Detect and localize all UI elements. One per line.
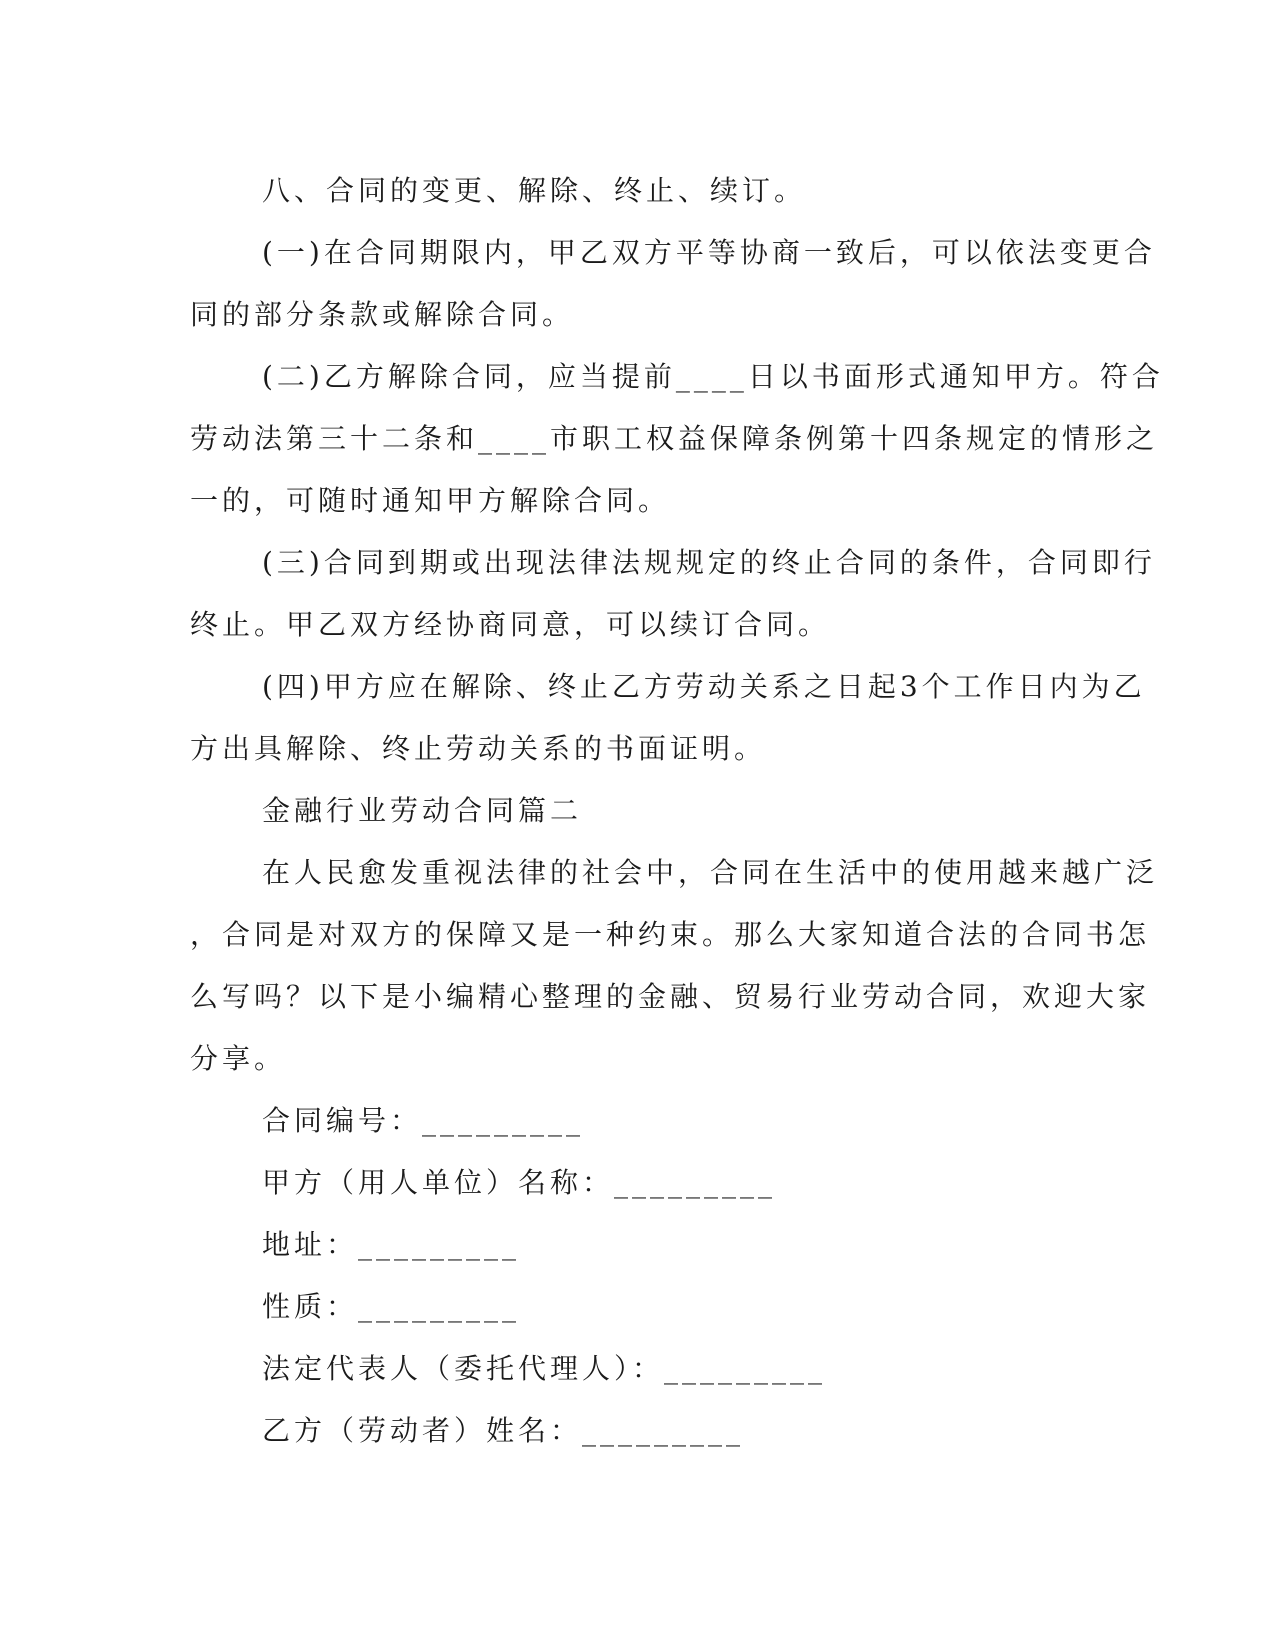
text-line: 分享。: [190, 1042, 287, 1075]
text-line: (四)甲方应在解除、终止乙方劳动关系之日起3个工作日内为乙: [262, 670, 1146, 703]
address-field: 地址：_________: [262, 1228, 521, 1261]
party-b-name-field: 乙方（劳动者）姓名：_________: [262, 1414, 745, 1447]
contract-number-field: 合同编号：_________: [262, 1104, 585, 1137]
nature-field: 性质：_________: [262, 1290, 521, 1323]
text-line: 一的，可随时通知甲方解除合同。: [190, 484, 671, 517]
text-line: 劳动法第三十二条和____市职工权益保障条例第十四条规定的情形之: [190, 422, 1159, 455]
section-eight-item-3: [190, 532, 1156, 656]
text-line: 么写吗？以下是小编精心整理的金融、贸易行业劳动合同，欢迎大家: [190, 980, 1151, 1013]
section-eight-item-1: [190, 222, 1156, 346]
section-eight-title: 八、合同的变更、解除、终止、续订。: [262, 174, 807, 207]
text-line: (一)在合同期限内，甲乙双方平等协商一致后，可以依法变更合: [262, 236, 1156, 269]
part-two-heading: 金融行业劳动合同篇二: [262, 794, 583, 827]
text-line: (二)乙方解除合同，应当提前____日以书面形式通知甲方。符合: [262, 360, 1164, 393]
text-line: 终止。甲乙双方经协商同意，可以续订合同。: [190, 608, 831, 641]
text-line: 方出具解除、终止劳动关系的书面证明。: [190, 732, 767, 765]
part-two-intro: [190, 842, 1159, 1090]
section-eight-item-2: [190, 346, 1164, 532]
section-eight-item-4: [190, 656, 1146, 780]
text-line: 在人民愈发重视法律的社会中，合同在生活中的使用越来越广泛: [262, 856, 1159, 889]
document-body: [190, 160, 1164, 1462]
legal-representative-field: 法定代表人（委托代理人）：_________: [262, 1352, 827, 1385]
text-line: (三)合同到期或出现法律法规规定的终止合同的条件，合同即行: [262, 546, 1156, 579]
text-line: 同的部分条款或解除合同。: [190, 298, 575, 331]
text-line: ，合同是对双方的保障又是一种约束。那么大家知道合法的合同书怎: [190, 918, 1151, 951]
party-a-name-field: 甲方（用人单位）名称：_________: [262, 1166, 777, 1199]
